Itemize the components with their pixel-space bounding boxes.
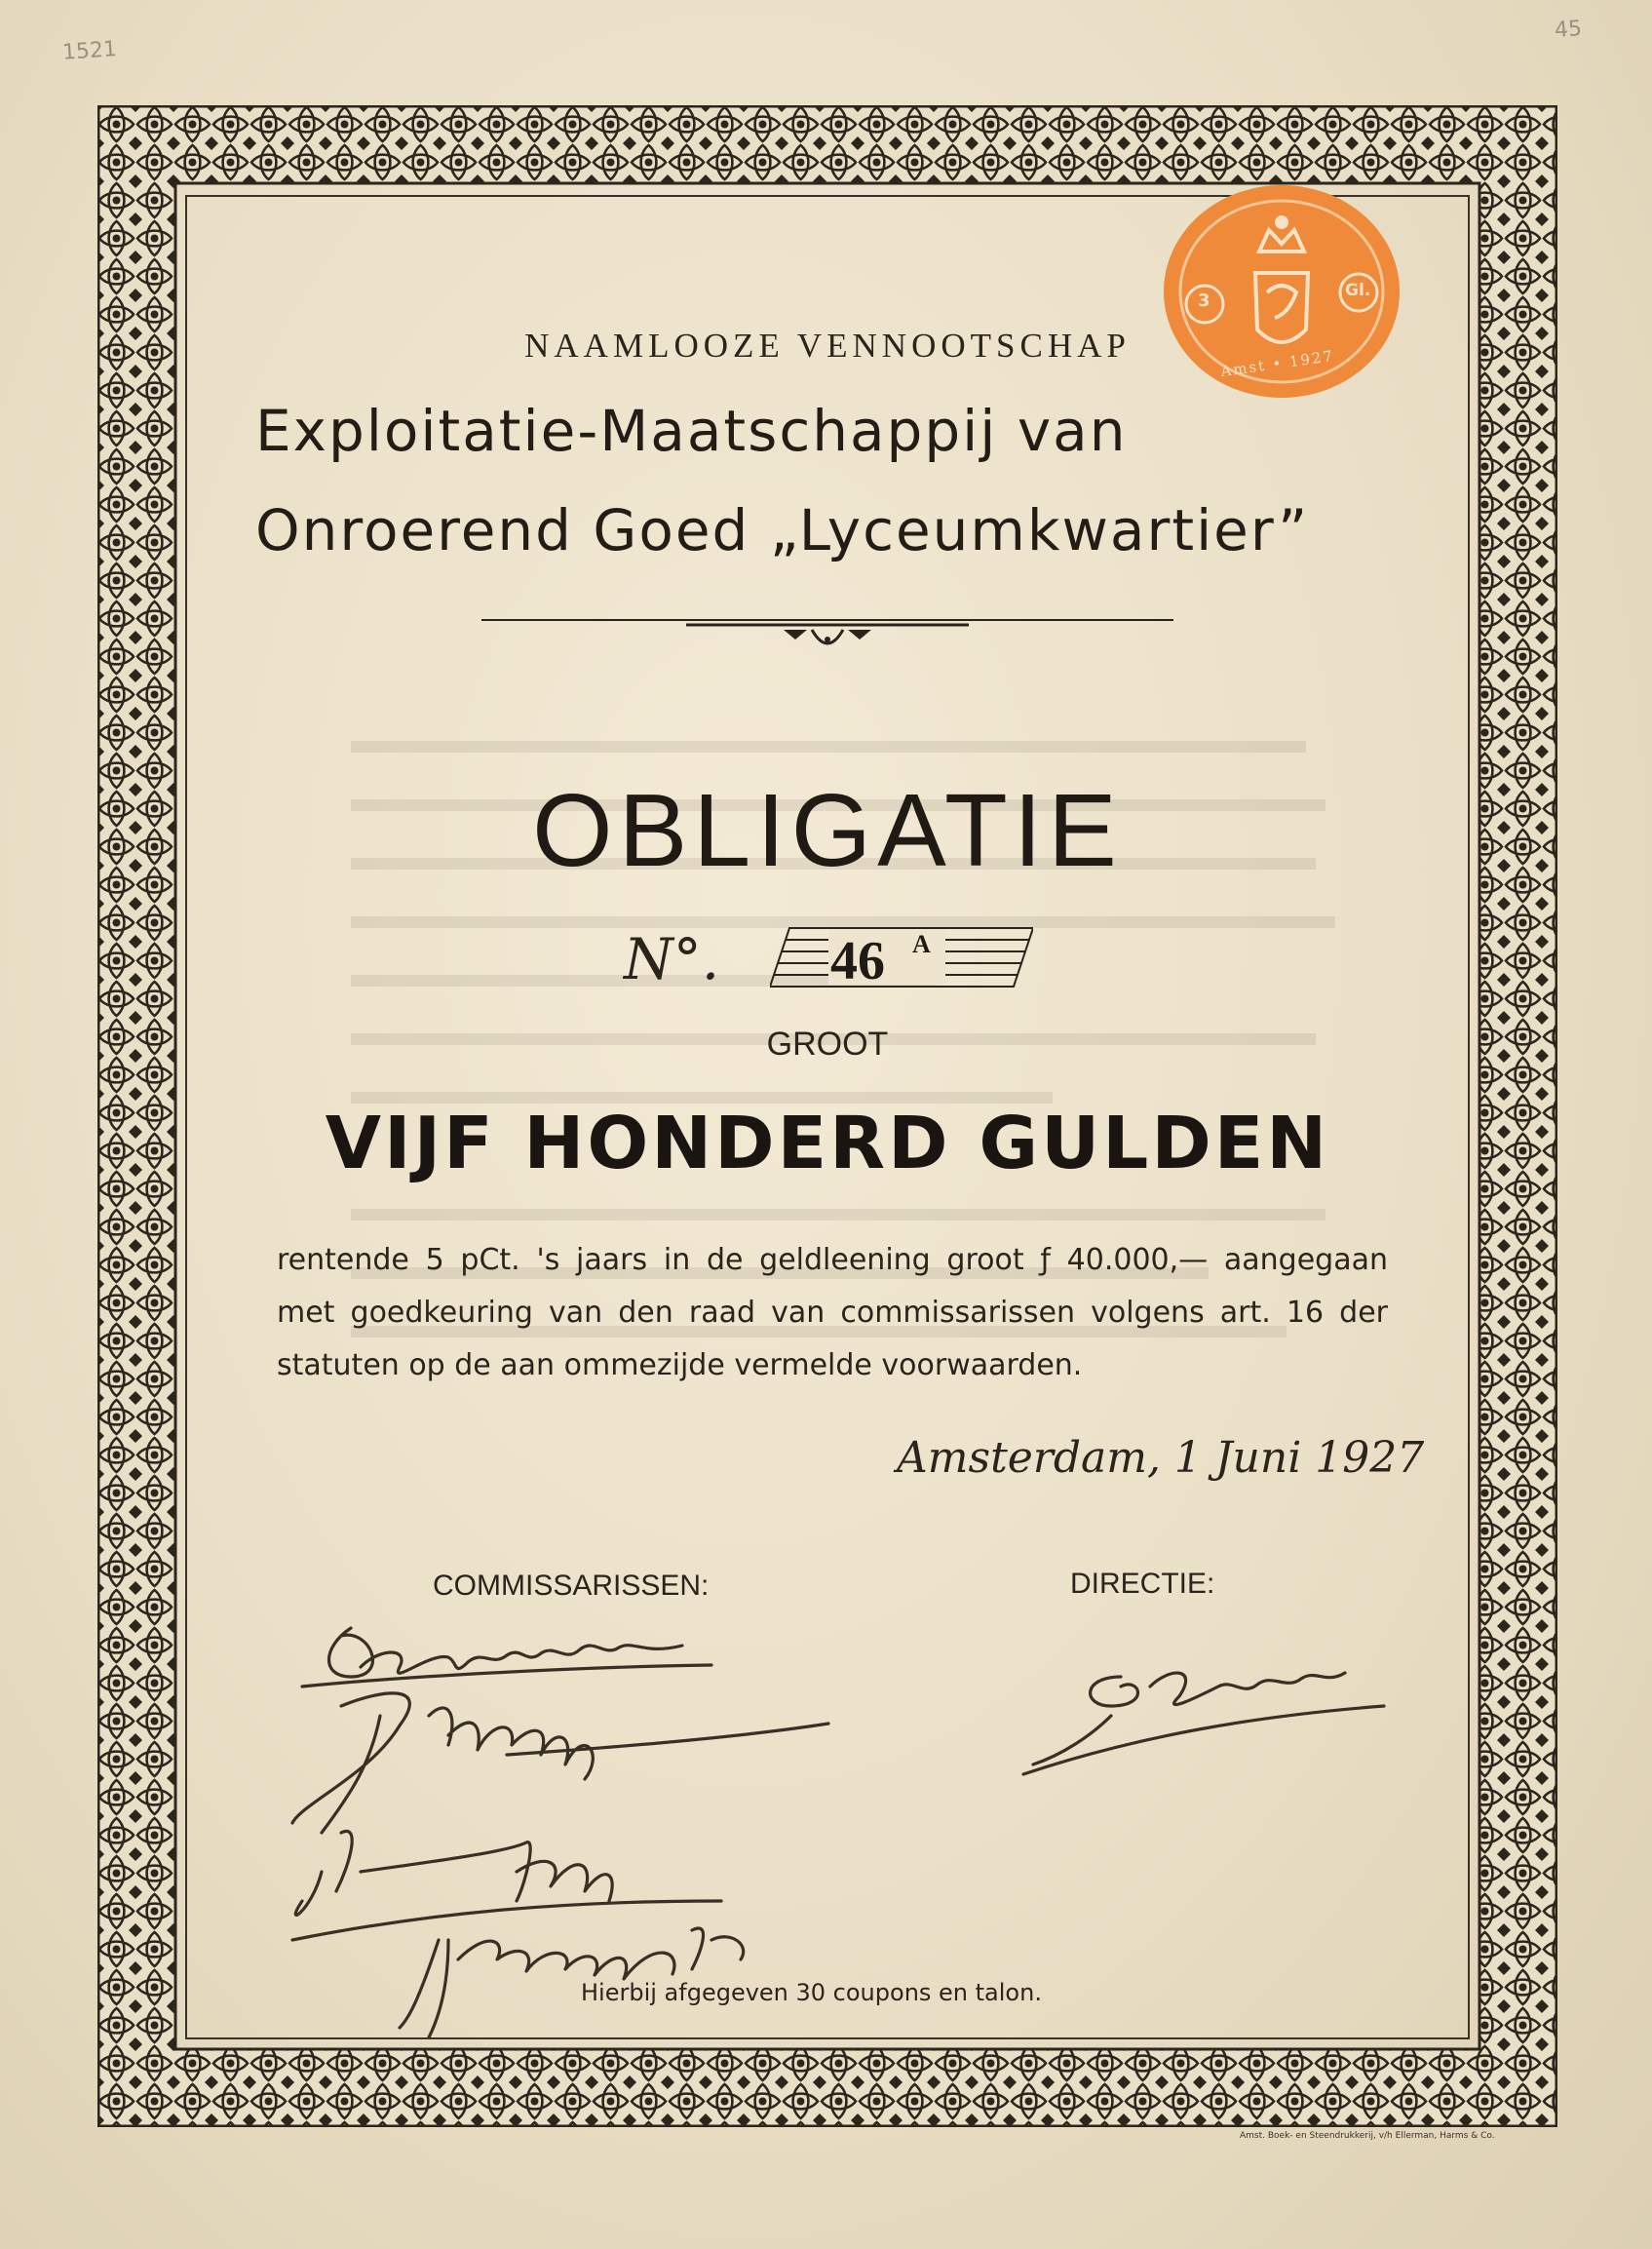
directors-label: DIRECTIE:	[1070, 1568, 1215, 1600]
company-name-line-1: Exploitatie-Maatschappij van	[255, 398, 1128, 464]
director-signature	[1023, 1673, 1384, 1774]
terms-line-2: met goedkeuring van den raad van commissarissen volgens art. 16 der	[277, 1296, 1388, 1330]
place-and-date: Amsterdam, 1 Juni 1927	[897, 1433, 1425, 1483]
number-field-hatching	[770, 926, 1033, 989]
pencil-mark-top-right: 45	[1554, 17, 1583, 43]
commissioner-signature-2	[292, 1693, 828, 1833]
tax-stamp	[1162, 183, 1402, 400]
ornamental-divider	[481, 618, 1173, 667]
terms-line-3: statuten op de aan ommezijde vermelde voorwaarden.	[277, 1348, 1083, 1382]
stamp-left-value: 3	[1198, 291, 1210, 311]
number-label: N°.	[624, 926, 720, 992]
bond-terms-text	[277, 1234, 1388, 1392]
company-name-line-2: Onroerend Goed „Lyceumkwartier”	[255, 497, 1310, 563]
commissioner-signature-3	[292, 1831, 721, 1940]
groot-label: GROOT	[766, 1026, 889, 1063]
terms-line-1: rentende 5 pCt. 's jaars in de geldleening groot ƒ 40.000,— aangegaan	[277, 1243, 1388, 1277]
document-title: OBLIGATIE	[532, 773, 1123, 888]
amount-words: VIJF HONDERD GULDEN	[325, 1102, 1330, 1185]
certificate-number	[624, 926, 1033, 994]
commissioner-signature-1	[302, 1628, 711, 1687]
number-value: 46	[830, 931, 885, 991]
number-suffix: A	[912, 930, 931, 958]
printer-imprint: Amst. Boek- en Steendrukkerij, v/h Ellerman, Harms & Co.	[1240, 2131, 1495, 2141]
legal-form: NAAMLOOZE VENNOOTSCHAP	[524, 327, 1131, 365]
stamp-right-value: Gl.	[1345, 281, 1371, 300]
stamp-legend: Amst • 1927	[1219, 346, 1336, 381]
coupons-note: Hierbij afgegeven 30 coupons en talon.	[581, 1979, 1042, 2006]
pencil-mark-top-left: 1521	[61, 37, 118, 65]
commissioners-label: COMMISSARISSEN:	[433, 1570, 710, 1602]
